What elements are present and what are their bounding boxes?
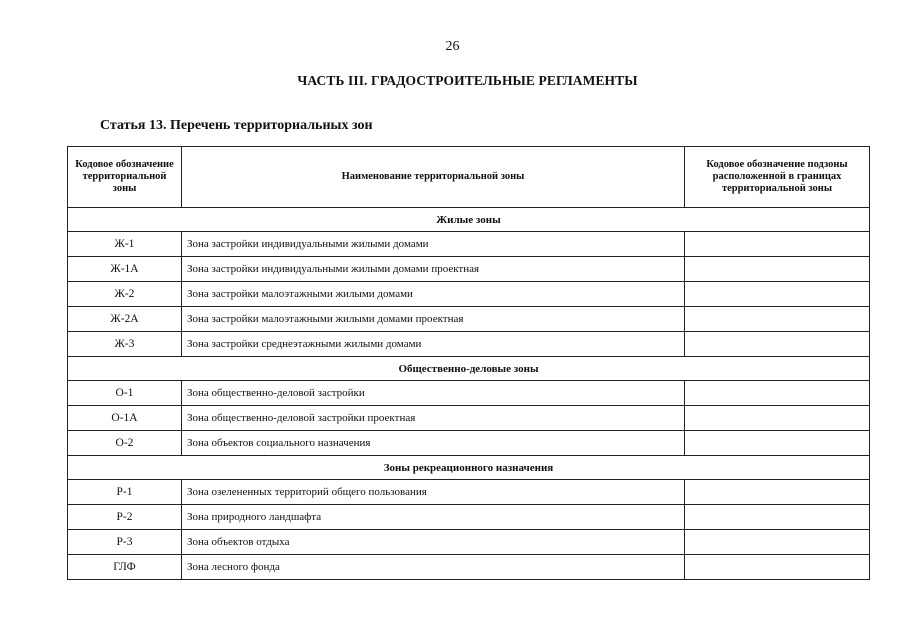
- zone-code-cell: О-1А: [68, 406, 182, 431]
- zone-code-cell: Ж-1А: [68, 257, 182, 282]
- zone-name-cell: Зона лесного фонда: [182, 555, 685, 580]
- page-number: 26: [445, 39, 460, 54]
- subzone-code-cell: [685, 480, 870, 505]
- zone-name-cell: Зона застройки малоэтажными жилыми домами проектная: [182, 307, 685, 332]
- table-row: [68, 505, 870, 530]
- zone-code-cell: Р-1: [68, 480, 182, 505]
- table-row: [68, 431, 870, 456]
- table-row: [68, 555, 870, 580]
- header-zone-code: Кодовое обозначение территориальной зоны: [68, 147, 182, 208]
- zone-name-cell: Зона застройки среднеэтажными жилыми домами: [182, 332, 685, 357]
- section-row: [68, 456, 870, 480]
- zone-code-cell: Р-3: [68, 530, 182, 555]
- subzone-code-cell: [685, 232, 870, 257]
- zone-name-cell: Зона объектов социального назначения: [182, 431, 685, 456]
- subzone-code-cell: [685, 555, 870, 580]
- zone-name-cell: Зона застройки индивидуальными жилыми домами: [182, 232, 685, 257]
- table-header-row: [68, 147, 870, 208]
- zone-name-cell: Зона застройки индивидуальными жилыми домами проектная: [182, 257, 685, 282]
- zone-code-cell: ГЛФ: [68, 555, 182, 580]
- zone-name-cell: Зона объектов отдыха: [182, 530, 685, 555]
- table-row: [68, 332, 870, 357]
- section-row: [68, 357, 870, 381]
- zone-name-cell: Зона общественно-деловой застройки проектная: [182, 406, 685, 431]
- article-title: Статья 13. Перечень территориальных зон: [100, 118, 373, 133]
- zone-code-cell: О-2: [68, 431, 182, 456]
- zone-code-cell: Ж-2А: [68, 307, 182, 332]
- table-row: [68, 307, 870, 332]
- subzone-code-cell: [685, 257, 870, 282]
- subzone-code-cell: [685, 530, 870, 555]
- table-row: [68, 282, 870, 307]
- zone-code-cell: Ж-3: [68, 332, 182, 357]
- zone-code-cell: Ж-1: [68, 232, 182, 257]
- zone-name-cell: Зона озелененных территорий общего пользования: [182, 480, 685, 505]
- zone-name-cell: Зона природного ландшафта: [182, 505, 685, 530]
- subzone-code-cell: [685, 332, 870, 357]
- zone-code-cell: Ж-2: [68, 282, 182, 307]
- part-title: ЧАСТЬ III. ГРАДОСТРОИТЕЛЬНЫЕ РЕГЛАМЕНТЫ: [297, 73, 638, 88]
- subzone-code-cell: [685, 307, 870, 332]
- subzone-code-cell: [685, 505, 870, 530]
- header-zone-name: Наименование территориальной зоны: [182, 147, 685, 208]
- section-title: Общественно-деловые зоны: [68, 357, 870, 381]
- header-subzone-code: Кодовое обозначение подзоны расположенной в границах территориальной зоны: [685, 147, 870, 208]
- table-row: [68, 406, 870, 431]
- zones-table: [67, 146, 870, 580]
- table-row: [68, 232, 870, 257]
- section-row: [68, 208, 870, 232]
- section-title: Зоны рекреационного назначения: [68, 456, 870, 480]
- subzone-code-cell: [685, 381, 870, 406]
- table-row: [68, 530, 870, 555]
- table-row: [68, 381, 870, 406]
- section-title: Жилые зоны: [68, 208, 870, 232]
- subzone-code-cell: [685, 282, 870, 307]
- table-row: [68, 480, 870, 505]
- zone-name-cell: Зона застройки малоэтажными жилыми домами: [182, 282, 685, 307]
- zone-code-cell: Р-2: [68, 505, 182, 530]
- zone-code-cell: О-1: [68, 381, 182, 406]
- zone-name-cell: Зона общественно-деловой застройки: [182, 381, 685, 406]
- table-row: [68, 257, 870, 282]
- subzone-code-cell: [685, 406, 870, 431]
- subzone-code-cell: [685, 431, 870, 456]
